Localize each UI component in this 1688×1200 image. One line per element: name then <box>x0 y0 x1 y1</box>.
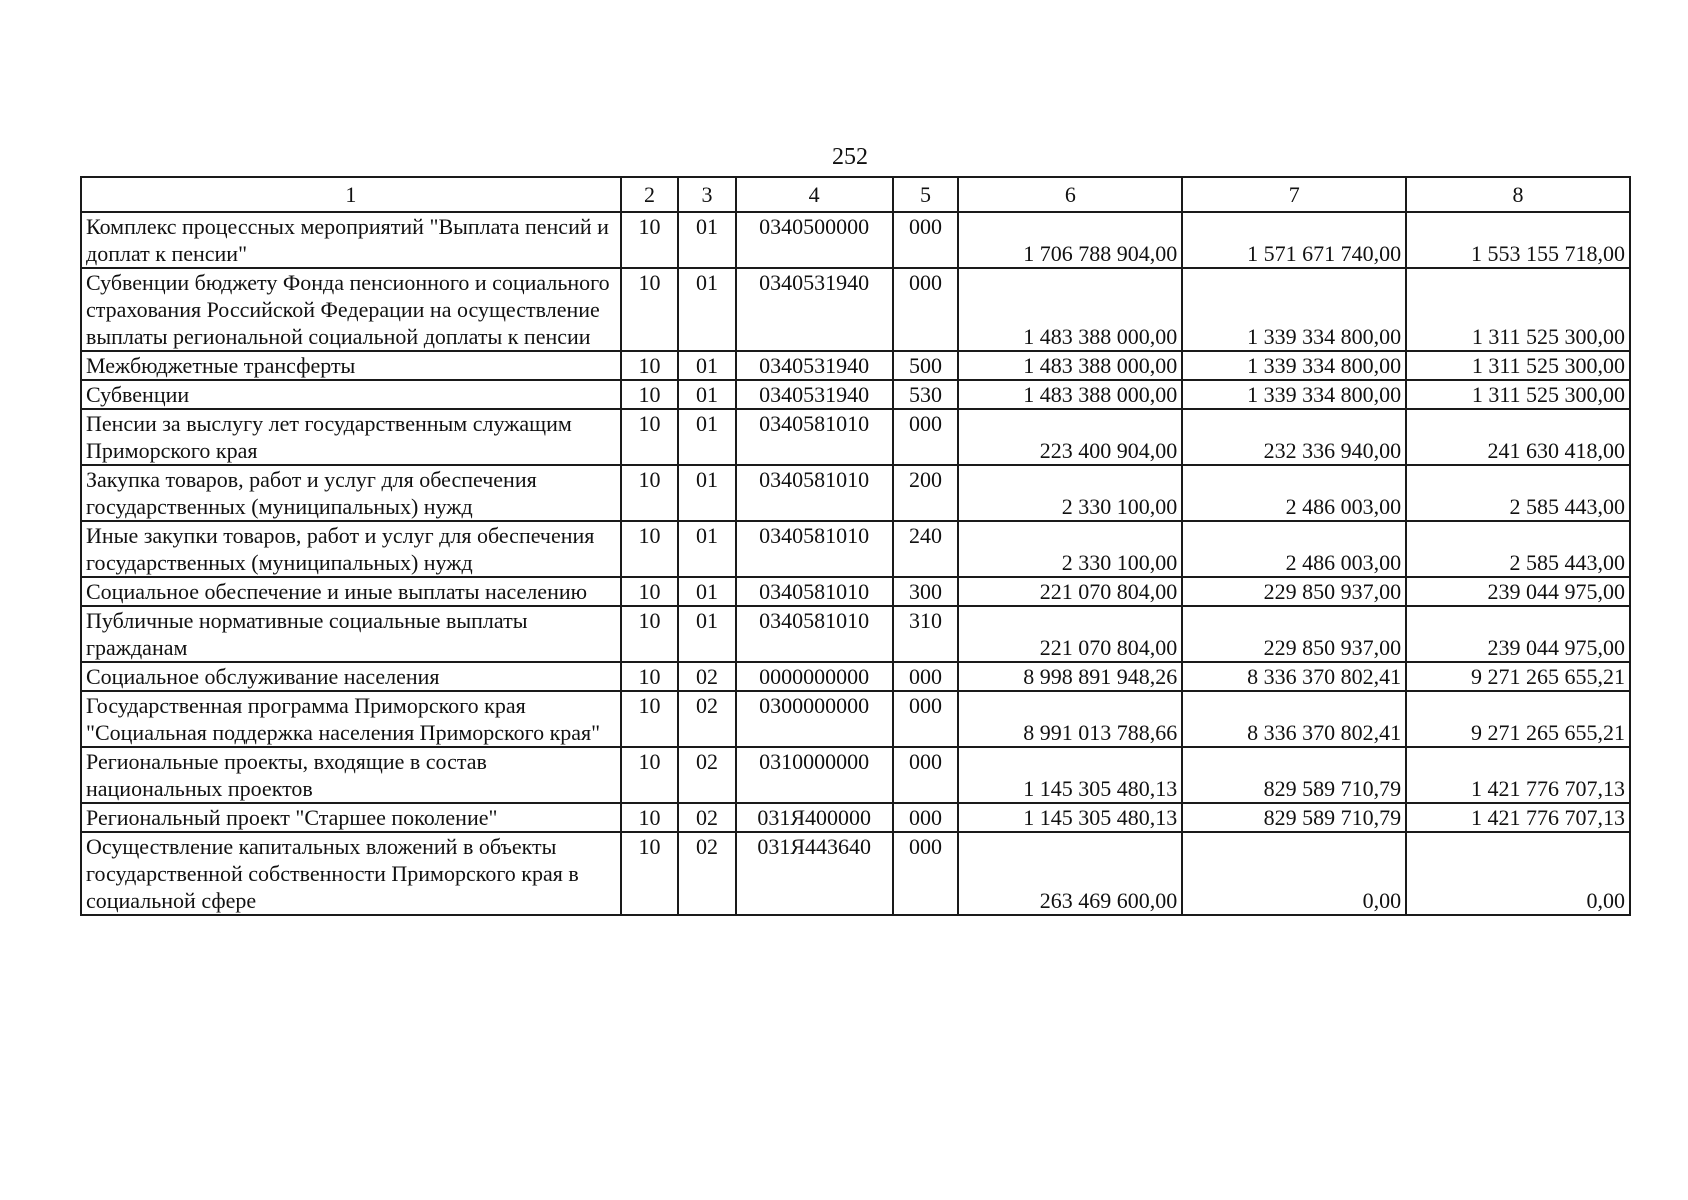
row-name-cell: Пенсии за выслугу лет государственным служащим Приморского края <box>81 409 621 465</box>
amount-col8-cell: 1 421 776 707,13 <box>1406 803 1630 832</box>
row-name-cell: Комплекс процессных мероприятий "Выплата пенсий и доплат к пенсии" <box>81 212 621 268</box>
table-row <box>81 409 1630 465</box>
header-cell: 4 <box>736 177 893 212</box>
subsection-code-cell: 01 <box>678 351 736 380</box>
amount-col8-cell: 1 311 525 300,00 <box>1406 351 1630 380</box>
target-article-cell: 031Я400000 <box>736 803 893 832</box>
target-article-cell: 0340500000 <box>736 212 893 268</box>
amount-col8-cell: 2 585 443,00 <box>1406 521 1630 577</box>
expense-type-cell: 000 <box>893 212 959 268</box>
row-name-cell: Региональные проекты, входящие в состав национальных проектов <box>81 747 621 803</box>
page-number: 252 <box>832 144 868 170</box>
header-cell: 6 <box>958 177 1182 212</box>
header-cell: 7 <box>1182 177 1406 212</box>
target-article-cell: 0340581010 <box>736 521 893 577</box>
target-article-cell: 0000000000 <box>736 662 893 691</box>
section-code-cell: 10 <box>621 606 679 662</box>
section-code-cell: 10 <box>621 577 679 606</box>
table-row <box>81 521 1630 577</box>
target-article-cell: 0310000000 <box>736 747 893 803</box>
target-article-cell: 0340531940 <box>736 268 893 351</box>
amount-col7-cell: 829 589 710,79 <box>1182 747 1406 803</box>
amount-col7-cell: 229 850 937,00 <box>1182 606 1406 662</box>
row-name-cell: Региональный проект "Старшее поколение" <box>81 803 621 832</box>
subsection-code-cell: 01 <box>678 606 736 662</box>
amount-col6-cell: 221 070 804,00 <box>958 577 1182 606</box>
section-code-cell: 10 <box>621 212 679 268</box>
target-article-cell: 031Я443640 <box>736 832 893 915</box>
target-article-cell: 0340581010 <box>736 577 893 606</box>
expense-type-cell: 310 <box>893 606 959 662</box>
table-row <box>81 268 1630 351</box>
section-code-cell: 10 <box>621 268 679 351</box>
amount-col7-cell: 8 336 370 802,41 <box>1182 691 1406 747</box>
amount-col7-cell: 1 339 334 800,00 <box>1182 268 1406 351</box>
table-row <box>81 351 1630 380</box>
row-name-cell: Публичные нормативные социальные выплаты гражданам <box>81 606 621 662</box>
amount-col6-cell: 1 483 388 000,00 <box>958 380 1182 409</box>
target-article-cell: 0300000000 <box>736 691 893 747</box>
amount-col6-cell: 221 070 804,00 <box>958 606 1182 662</box>
amount-col6-cell: 1 145 305 480,13 <box>958 803 1182 832</box>
amount-col8-cell: 9 271 265 655,21 <box>1406 691 1630 747</box>
table-row <box>81 577 1630 606</box>
amount-col7-cell: 2 486 003,00 <box>1182 521 1406 577</box>
table-row <box>81 662 1630 691</box>
subsection-code-cell: 01 <box>678 380 736 409</box>
amount-col6-cell: 8 991 013 788,66 <box>958 691 1182 747</box>
row-name-cell: Социальное обеспечение и иные выплаты населению <box>81 577 621 606</box>
section-code-cell: 10 <box>621 351 679 380</box>
subsection-code-cell: 01 <box>678 521 736 577</box>
amount-col8-cell: 1 421 776 707,13 <box>1406 747 1630 803</box>
table-row <box>81 212 1630 268</box>
expense-type-cell: 240 <box>893 521 959 577</box>
header-cell: 2 <box>621 177 679 212</box>
amount-col6-cell: 8 998 891 948,26 <box>958 662 1182 691</box>
subsection-code-cell: 02 <box>678 803 736 832</box>
expense-type-cell: 200 <box>893 465 959 521</box>
amount-col8-cell: 1 553 155 718,00 <box>1406 212 1630 268</box>
table-row <box>81 691 1630 747</box>
subsection-code-cell: 02 <box>678 832 736 915</box>
header-cell: 1 <box>81 177 621 212</box>
subsection-code-cell: 02 <box>678 662 736 691</box>
expense-type-cell: 300 <box>893 577 959 606</box>
amount-col7-cell: 2 486 003,00 <box>1182 465 1406 521</box>
amount-col6-cell: 263 469 600,00 <box>958 832 1182 915</box>
target-article-cell: 0340581010 <box>736 465 893 521</box>
amount-col6-cell: 1 483 388 000,00 <box>958 351 1182 380</box>
subsection-code-cell: 01 <box>678 212 736 268</box>
amount-col7-cell: 8 336 370 802,41 <box>1182 662 1406 691</box>
header-cell: 5 <box>893 177 959 212</box>
section-code-cell: 10 <box>621 691 679 747</box>
row-name-cell: Осуществление капитальных вложений в объекты государственной собственности Приморского края в социальной сфере <box>81 832 621 915</box>
row-name-cell: Субвенции <box>81 380 621 409</box>
amount-col7-cell: 0,00 <box>1182 832 1406 915</box>
subsection-code-cell: 01 <box>678 268 736 351</box>
section-code-cell: 10 <box>621 465 679 521</box>
expense-type-cell: 000 <box>893 747 959 803</box>
amount-col7-cell: 232 336 940,00 <box>1182 409 1406 465</box>
amount-col7-cell: 229 850 937,00 <box>1182 577 1406 606</box>
amount-col6-cell: 1 483 388 000,00 <box>958 268 1182 351</box>
row-name-cell: Иные закупки товаров, работ и услуг для обеспечения государственных (муниципальных) нужд <box>81 521 621 577</box>
section-code-cell: 10 <box>621 803 679 832</box>
expense-type-cell: 000 <box>893 409 959 465</box>
section-code-cell: 10 <box>621 521 679 577</box>
section-code-cell: 10 <box>621 409 679 465</box>
expense-type-cell: 000 <box>893 691 959 747</box>
subsection-code-cell: 02 <box>678 691 736 747</box>
amount-col6-cell: 223 400 904,00 <box>958 409 1182 465</box>
amount-col6-cell: 2 330 100,00 <box>958 521 1182 577</box>
amount-col7-cell: 1 339 334 800,00 <box>1182 351 1406 380</box>
table-row <box>81 380 1630 409</box>
expense-type-cell: 000 <box>893 662 959 691</box>
amount-col7-cell: 1 339 334 800,00 <box>1182 380 1406 409</box>
amount-col8-cell: 239 044 975,00 <box>1406 606 1630 662</box>
row-name-cell: Субвенции бюджету Фонда пенсионного и социального страхования Российской Федерации на осуществление выплаты региональной социальной доплаты к пенсии <box>81 268 621 351</box>
subsection-code-cell: 02 <box>678 747 736 803</box>
section-code-cell: 10 <box>621 662 679 691</box>
target-article-cell: 0340531940 <box>736 380 893 409</box>
amount-col8-cell: 9 271 265 655,21 <box>1406 662 1630 691</box>
amount-col6-cell: 1 706 788 904,00 <box>958 212 1182 268</box>
header-row <box>81 177 1630 212</box>
amount-col7-cell: 829 589 710,79 <box>1182 803 1406 832</box>
table-row <box>81 465 1630 521</box>
amount-col8-cell: 241 630 418,00 <box>1406 409 1630 465</box>
amount-col8-cell: 2 585 443,00 <box>1406 465 1630 521</box>
subsection-code-cell: 01 <box>678 577 736 606</box>
budget-table <box>80 176 1631 916</box>
amount-col8-cell: 239 044 975,00 <box>1406 577 1630 606</box>
row-name-cell: Закупка товаров, работ и услуг для обеспечения государственных (муниципальных) нужд <box>81 465 621 521</box>
table-row <box>81 832 1630 915</box>
expense-type-cell: 000 <box>893 268 959 351</box>
amount-col8-cell: 1 311 525 300,00 <box>1406 380 1630 409</box>
section-code-cell: 10 <box>621 380 679 409</box>
expense-type-cell: 530 <box>893 380 959 409</box>
row-name-cell: Социальное обслуживание населения <box>81 662 621 691</box>
subsection-code-cell: 01 <box>678 465 736 521</box>
section-code-cell: 10 <box>621 747 679 803</box>
target-article-cell: 0340581010 <box>736 606 893 662</box>
subsection-code-cell: 01 <box>678 409 736 465</box>
expense-type-cell: 000 <box>893 832 959 915</box>
expense-type-cell: 000 <box>893 803 959 832</box>
section-code-cell: 10 <box>621 832 679 915</box>
table-row <box>81 606 1630 662</box>
amount-col8-cell: 0,00 <box>1406 832 1630 915</box>
amount-col8-cell: 1 311 525 300,00 <box>1406 268 1630 351</box>
expense-type-cell: 500 <box>893 351 959 380</box>
header-cell: 8 <box>1406 177 1630 212</box>
row-name-cell: Межбюджетные трансферты <box>81 351 621 380</box>
row-name-cell: Государственная программа Приморского края "Социальная поддержка населения Приморского края" <box>81 691 621 747</box>
header-cell: 3 <box>678 177 736 212</box>
amount-col6-cell: 2 330 100,00 <box>958 465 1182 521</box>
amount-col6-cell: 1 145 305 480,13 <box>958 747 1182 803</box>
table-row <box>81 747 1630 803</box>
target-article-cell: 0340531940 <box>736 351 893 380</box>
table-row <box>81 803 1630 832</box>
target-article-cell: 0340581010 <box>736 409 893 465</box>
amount-col7-cell: 1 571 671 740,00 <box>1182 212 1406 268</box>
